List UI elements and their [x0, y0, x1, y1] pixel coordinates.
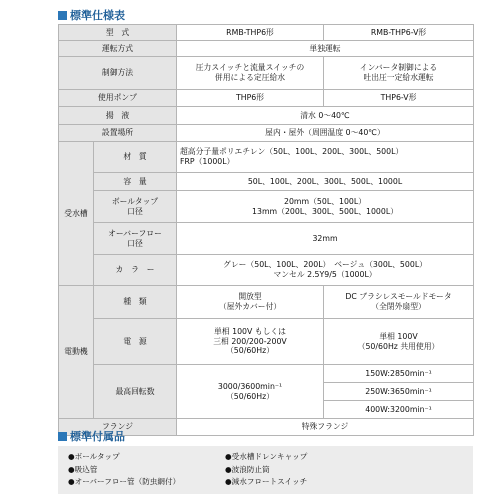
- accessories-heading-text: 標準付属品: [70, 430, 125, 443]
- model1-name: RMB-THP6形: [177, 25, 324, 41]
- speed-250w: 250W:3650min⁻¹: [324, 383, 474, 401]
- list-item: ●吸込管: [68, 464, 98, 474]
- material-label: 材 質: [94, 142, 177, 173]
- power-value2: 単相 100V （50/60Hz 共用使用）: [324, 319, 474, 365]
- model-label: 型 式: [59, 25, 177, 41]
- pump-label: 使用ポンプ: [59, 90, 177, 107]
- pump-value1: THP6形: [177, 90, 324, 107]
- power-value1: 単相 100V もしくは 三相 200/200-200V （50/60Hz）: [177, 319, 324, 365]
- control-value2: インバータ制御による 吐出圧一定給水運転: [324, 57, 474, 90]
- power-label: 電 源: [94, 319, 177, 365]
- location-row: [59, 125, 474, 142]
- control-value1: 圧力スイッチと流量スイッチの 併用による定圧給水: [177, 57, 324, 90]
- material-row: [59, 142, 474, 173]
- color-label: カ ラ ー: [94, 255, 177, 286]
- tank-section-label: 受水槽: [59, 142, 94, 286]
- heading-square-icon: [58, 11, 67, 20]
- motor-type-row: [59, 286, 474, 319]
- ball-tap-value: 20mm（50L、100L） 13mm（200L、300L、500L、1000L）: [177, 191, 474, 223]
- spec-heading-text: 標準仕様表: [70, 9, 125, 22]
- color-row: [59, 255, 474, 286]
- spec-heading: [58, 9, 125, 22]
- power-row: [59, 319, 474, 365]
- control-row: [59, 57, 474, 90]
- overflow-row: [59, 223, 474, 255]
- speed-150w: 150W:2850min⁻¹: [324, 365, 474, 383]
- color-value: グレー（50L、100L、200L） ベージュ（300L、500L） マンセル 2.5Y9/5（1000L）: [177, 255, 474, 286]
- flange-label: フランジ: [59, 419, 177, 436]
- list-item: ●ボールタップ: [68, 452, 120, 461]
- list-item: ●減水フロートスイッチ: [225, 477, 308, 486]
- motor-section-label: 電動機: [59, 286, 94, 419]
- capacity-value: 50L、100L、200L、300L、500L、1000L: [177, 173, 474, 191]
- operation-row: [59, 41, 474, 57]
- speed-label: 最高回転数: [94, 365, 177, 419]
- ball-tap-row: [59, 191, 474, 223]
- material-value: 超高分子量ポリエチレン（50L、100L、200L、300L、500L） FRP（1000L）: [177, 142, 474, 173]
- pump-row: [59, 90, 474, 107]
- liquid-row: [59, 107, 474, 125]
- heading-square-icon: [58, 432, 67, 441]
- overflow-label: オーバーフロー 口径: [94, 223, 177, 255]
- motor-type-value2: DC ブラシレスモールドモータ （全閉外扇型）: [324, 286, 474, 319]
- capacity-label: 容 量: [94, 173, 177, 191]
- motor-type-label: 種 類: [94, 286, 177, 319]
- operation-label: 運転方式: [59, 41, 177, 57]
- control-label: 制御方法: [59, 57, 177, 90]
- speed-value1: 3000/3600min⁻¹ （50/60Hz）: [177, 365, 324, 419]
- list-item: ●波浪防止筒: [225, 464, 270, 474]
- flange-value: 特殊フランジ: [177, 419, 474, 436]
- spec-table: [58, 24, 474, 436]
- liquid-value: 清水 0〜40℃: [177, 107, 474, 125]
- location-label: 設置場所: [59, 125, 177, 142]
- list-item: ●オーバーフロー管（防虫網付）: [68, 477, 181, 486]
- liquid-label: 揚 液: [59, 107, 177, 125]
- accessories-left-list: [68, 451, 180, 489]
- pump-value2: THP6-V形: [324, 90, 474, 107]
- speed-400w: 400W:3200min⁻¹: [324, 401, 474, 419]
- speed-row-1: [59, 365, 474, 383]
- list-item: ●受水槽ドレンキャップ: [225, 452, 308, 461]
- motor-type-value1: 開放型 （屋外カバー付）: [177, 286, 324, 319]
- header-row: [59, 25, 474, 41]
- ball-tap-label: ボールタップ 口径: [94, 191, 177, 223]
- capacity-row: [59, 173, 474, 191]
- overflow-value: 32mm: [177, 223, 474, 255]
- operation-value: 単独運転: [177, 41, 474, 57]
- accessories-heading: [58, 430, 125, 443]
- accessories-box: [58, 446, 473, 494]
- accessories-right-list: [225, 451, 307, 489]
- location-value: 屋内・屋外（周囲温度 0〜40℃）: [177, 125, 474, 142]
- model2-name: RMB-THP6-V形: [324, 25, 474, 41]
